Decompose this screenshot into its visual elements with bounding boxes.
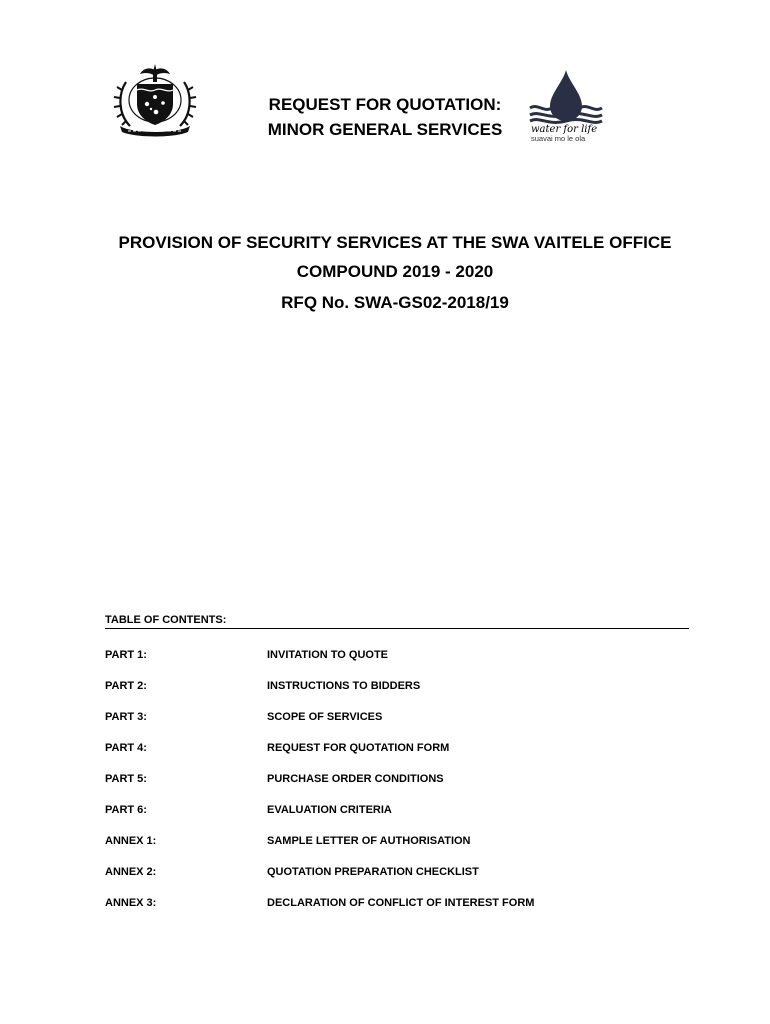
toc-item [105,896,689,927]
swa-subtagline-text: suavai mo le ola [531,134,586,143]
toc-item [105,834,689,865]
rfq-number: RFQ No. SWA-GS02-2018/19 [281,293,509,312]
toc-item-part: PART 2: [105,680,147,692]
toc-item-title: INVITATION TO QUOTE [267,649,388,661]
toc-list [105,648,689,927]
toc-heading: TABLE OF CONTENTS: [105,614,227,626]
toc-item-part: ANNEX 2: [105,866,157,878]
toc-item [105,648,689,679]
toc-item [105,865,689,896]
toc-item-part: PART 1: [105,649,147,661]
toc-item-title: EVALUATION CRITERIA [267,804,392,816]
toc-item-title: SAMPLE LETTER OF AUTHORISATION [267,835,471,847]
toc-item [105,741,689,772]
project-title-line2: COMPOUND 2019 - 2020 [296,262,494,281]
toc-item-part: PART 4: [105,742,147,754]
toc-item-title: REQUEST FOR QUOTATION FORM [267,742,450,754]
toc-item-part: ANNEX 3: [105,897,157,909]
toc-item-title: INSTRUCTIONS TO BIDDERS [267,680,421,692]
toc-item [105,679,689,710]
toc-item [105,772,689,803]
toc-item [105,803,689,834]
project-title-line1: PROVISION OF SECURITY SERVICES AT THE SWA VAITELE OFFICE [118,233,672,252]
header-title-line2: MINOR GENERAL SERVICES [267,120,503,139]
toc-item-part: PART 6: [105,804,147,816]
toc-item-part: ANNEX 1: [105,835,157,847]
toc-item-title: QUOTATION PREPARATION CHECKLIST [267,866,479,878]
document-header-title [0,92,770,142]
toc-item-title: DECLARATION OF CONFLICT OF INTEREST FORM [267,897,535,909]
toc-item [105,710,689,741]
project-title [0,228,770,286]
toc-divider [105,628,689,629]
toc-item-part: PART 5: [105,773,147,785]
swa-tagline-text: water for life [531,124,598,135]
header-title-line1: REQUEST FOR QUOTATION: [268,95,502,114]
toc-item-title: PURCHASE ORDER CONDITIONS [267,773,444,785]
toc-item-part: PART 3: [105,711,147,723]
toc-item-title: SCOPE OF SERVICES [267,711,383,723]
